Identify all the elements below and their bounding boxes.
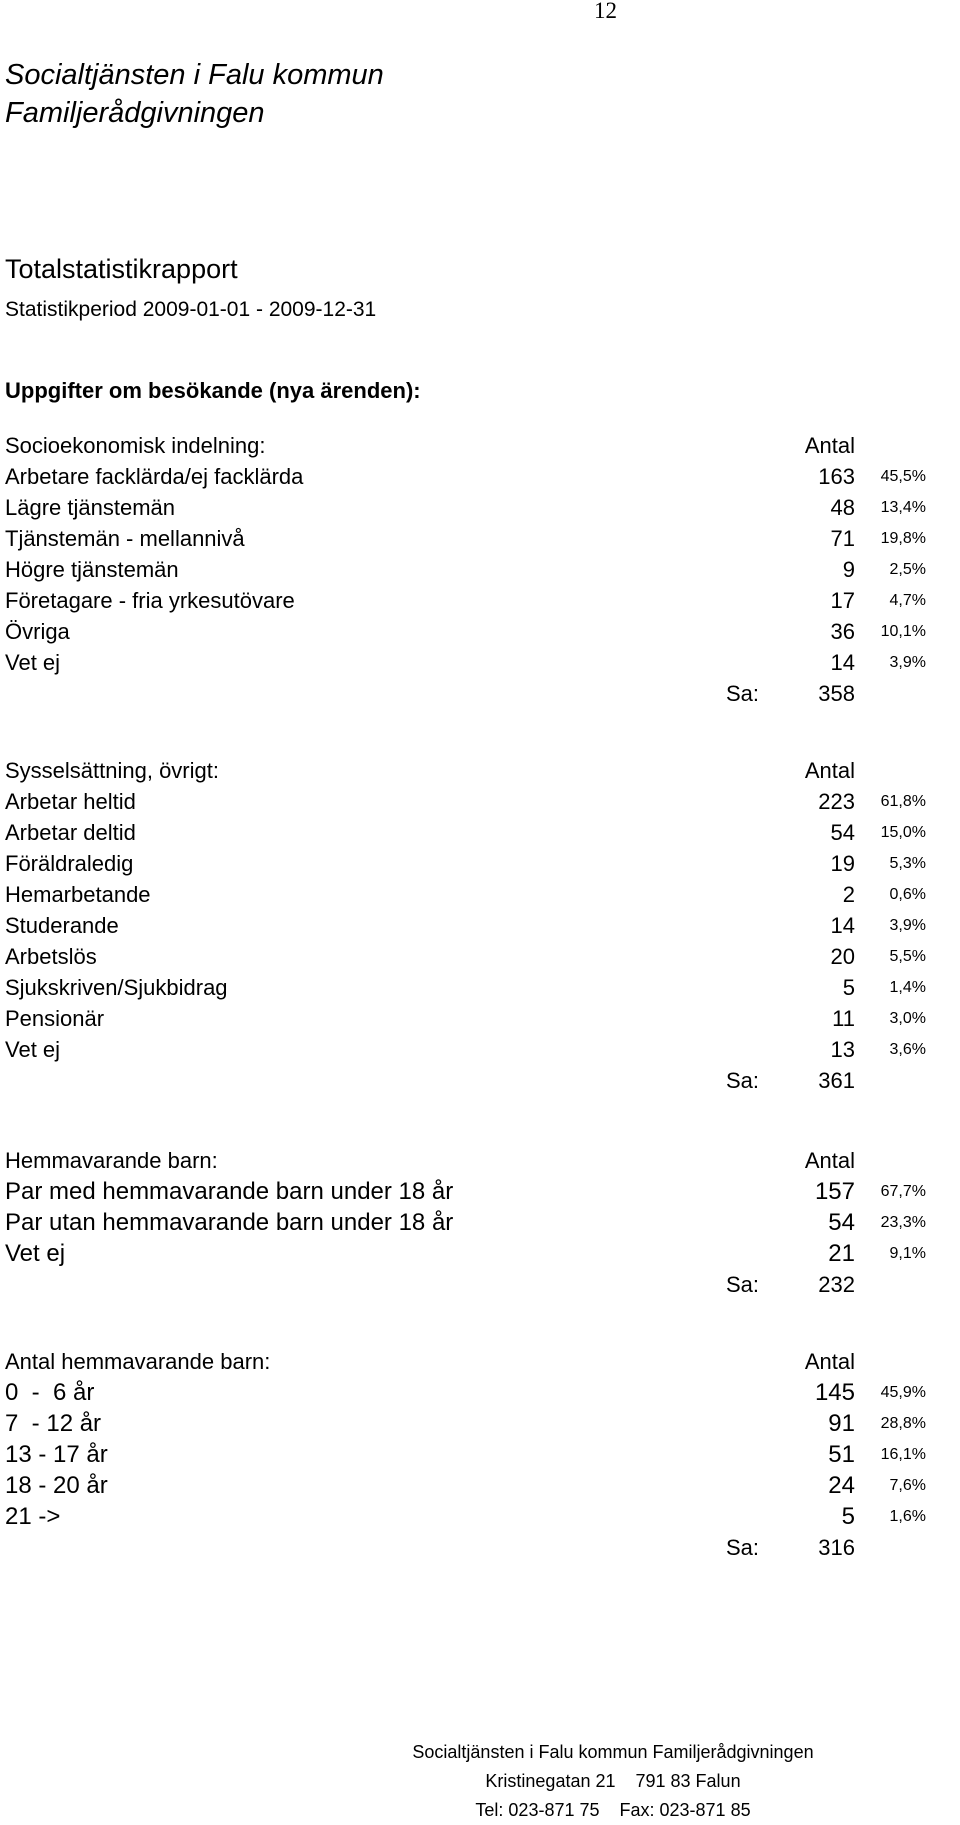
table-row — [0, 523, 960, 554]
table-row — [0, 1439, 960, 1470]
row-percent: 13,4% — [880, 499, 926, 516]
row-label: Arbetare facklärda/ej facklärda — [5, 464, 304, 489]
row-label: Lägre tjänstemän — [5, 495, 175, 520]
table-row — [0, 786, 960, 817]
report-title: Totalstatistikrapport — [5, 254, 238, 284]
row-label: Företagare - fria yrkesutövare — [5, 588, 295, 613]
row-percent: 45,9% — [880, 1384, 926, 1401]
row-percent: 3,9% — [889, 654, 926, 671]
row-percent: 19,8% — [880, 530, 926, 547]
row-count: 14 — [830, 913, 855, 938]
row-count: 5 — [841, 1503, 855, 1530]
row-label: Sjukskriven/Sjukbidrag — [5, 975, 228, 1000]
column-header-antal: Antal — [804, 758, 855, 783]
table-row — [0, 585, 960, 616]
row-percent: 61,8% — [880, 793, 926, 810]
row-count: 17 — [830, 588, 855, 613]
row-label: Föräldraledig — [5, 851, 134, 876]
row-count: 21 — [828, 1240, 855, 1267]
sum-row — [0, 1065, 960, 1096]
row-label: Övriga — [5, 619, 70, 644]
table-row — [0, 1176, 960, 1207]
table-row — [0, 1238, 960, 1269]
row-label: Arbetslös — [5, 944, 97, 969]
sum-label: Sa: — [726, 681, 760, 706]
row-label: Vet ej — [5, 650, 61, 675]
sum-row — [0, 678, 960, 709]
row-count: 24 — [828, 1472, 855, 1499]
sum-row — [0, 1269, 960, 1300]
footer-contact: Tel: 023-871 75 Fax: 023-871 85 — [475, 1800, 751, 1820]
row-percent: 3,0% — [889, 1010, 926, 1027]
row-label: Pensionär — [5, 1006, 105, 1031]
row-label: 7 - 12 år — [5, 1410, 102, 1437]
row-count: 163 — [818, 464, 855, 489]
row-percent: 9,1% — [889, 1245, 926, 1262]
table-row — [0, 1501, 960, 1532]
sum-label: Sa: — [726, 1535, 760, 1560]
section-title: Antal hemmavarande barn: — [5, 1349, 271, 1374]
row-count: 11 — [832, 1006, 855, 1031]
table-row — [0, 1207, 960, 1238]
row-count: 19 — [830, 851, 855, 876]
table-row — [0, 1470, 960, 1501]
row-count: 54 — [830, 820, 855, 845]
table-row — [0, 1034, 960, 1065]
page-number: 12 — [594, 0, 617, 23]
organization-name: Socialtjänsten i Falu kommun — [5, 59, 384, 91]
row-percent: 3,6% — [889, 1041, 926, 1058]
visitors-heading: Uppgifter om besökande (nya ärenden): — [5, 378, 421, 403]
row-percent: 10,1% — [880, 623, 926, 640]
row-percent: 4,7% — [889, 592, 926, 609]
report-period: Statistikperiod 2009-01-01 - 2009-12-31 — [5, 298, 377, 321]
row-count: 71 — [830, 526, 855, 551]
section-title: Hemmavarande barn: — [5, 1148, 218, 1173]
row-label: 18 - 20 år — [5, 1472, 108, 1499]
table-row — [0, 1377, 960, 1408]
column-header-antal: Antal — [804, 433, 855, 458]
row-percent: 28,8% — [880, 1415, 926, 1432]
section-title: Sysselsättning, övrigt: — [5, 758, 219, 783]
row-percent: 45,5% — [880, 468, 926, 485]
row-count: 9 — [842, 557, 855, 582]
table-row — [0, 910, 960, 941]
column-header-antal: Antal — [804, 1349, 855, 1374]
row-count: 20 — [830, 944, 855, 969]
row-label: Par med hemmavarande barn under 18 år — [5, 1178, 454, 1205]
row-count: 14 — [830, 650, 855, 675]
sum-row — [0, 1532, 960, 1563]
row-count: 157 — [814, 1178, 855, 1205]
row-label: Vet ej — [5, 1240, 66, 1267]
table-row — [0, 817, 960, 848]
column-header-antal: Antal — [804, 1148, 855, 1173]
table-row — [0, 1003, 960, 1034]
footer-address: Kristinegatan 21 791 83 Falun — [485, 1771, 741, 1791]
row-label: Arbetar deltid — [5, 820, 136, 845]
organization-unit: Familjerådgivningen — [5, 97, 265, 129]
section-header — [0, 1145, 960, 1176]
row-percent: 2,5% — [889, 561, 926, 578]
sum-value: 361 — [818, 1068, 855, 1093]
section-header — [0, 755, 960, 786]
footer — [0, 1738, 960, 1825]
row-label: 13 - 17 år — [5, 1441, 108, 1468]
row-percent: 5,3% — [889, 855, 926, 872]
row-percent: 16,1% — [880, 1446, 926, 1463]
table-row — [0, 972, 960, 1003]
row-percent: 1,4% — [889, 979, 926, 996]
sum-value: 232 — [818, 1272, 855, 1297]
row-percent: 67,7% — [880, 1183, 926, 1200]
section-children-count — [0, 1346, 960, 1563]
row-count: 36 — [830, 619, 855, 644]
section-header — [0, 1346, 960, 1377]
section-title: Socioekonomisk indelning: — [5, 433, 266, 458]
row-count: 48 — [830, 495, 855, 520]
row-count: 223 — [818, 789, 855, 814]
row-label: Vet ej — [5, 1037, 61, 1062]
row-percent: 7,6% — [889, 1477, 926, 1494]
section-socioeconomic — [0, 430, 960, 709]
table-row — [0, 554, 960, 585]
table-row — [0, 1408, 960, 1439]
table-row — [0, 848, 960, 879]
table-row — [0, 616, 960, 647]
row-percent: 15,0% — [880, 824, 926, 841]
table-row — [0, 647, 960, 678]
row-label: Studerande — [5, 913, 119, 938]
row-label: Högre tjänstemän — [5, 557, 179, 582]
row-percent: 0,6% — [889, 886, 926, 903]
row-label: Hemarbetande — [5, 882, 151, 907]
row-percent: 1,6% — [889, 1508, 926, 1525]
table-row — [0, 461, 960, 492]
row-label: Par utan hemmavarande barn under 18 år — [5, 1209, 454, 1236]
row-label: Arbetar heltid — [5, 789, 136, 814]
section-children-home — [0, 1145, 960, 1300]
sum-label: Sa: — [726, 1068, 760, 1093]
row-label: 0 - 6 år — [5, 1379, 95, 1406]
row-count: 54 — [828, 1209, 855, 1236]
row-percent: 3,9% — [889, 917, 926, 934]
row-count: 51 — [828, 1441, 855, 1468]
table-row — [0, 941, 960, 972]
section-header — [0, 430, 960, 461]
row-count: 145 — [814, 1379, 855, 1406]
row-count: 91 — [828, 1410, 855, 1437]
row-percent: 23,3% — [880, 1214, 926, 1231]
row-label: Tjänstemän - mellannivå — [5, 526, 245, 551]
footer-organization: Socialtjänsten i Falu kommun Familjerådgivningen — [412, 1742, 814, 1762]
sum-value: 358 — [818, 681, 855, 706]
row-count: 13 — [830, 1037, 855, 1062]
row-count: 2 — [842, 882, 855, 907]
section-employment — [0, 755, 960, 1096]
row-label: 21 -> — [5, 1503, 61, 1530]
table-row — [0, 879, 960, 910]
table-row — [0, 492, 960, 523]
row-percent: 5,5% — [889, 948, 926, 965]
row-count: 5 — [842, 975, 855, 1000]
sum-label: Sa: — [726, 1272, 760, 1297]
sum-value: 316 — [818, 1535, 855, 1560]
